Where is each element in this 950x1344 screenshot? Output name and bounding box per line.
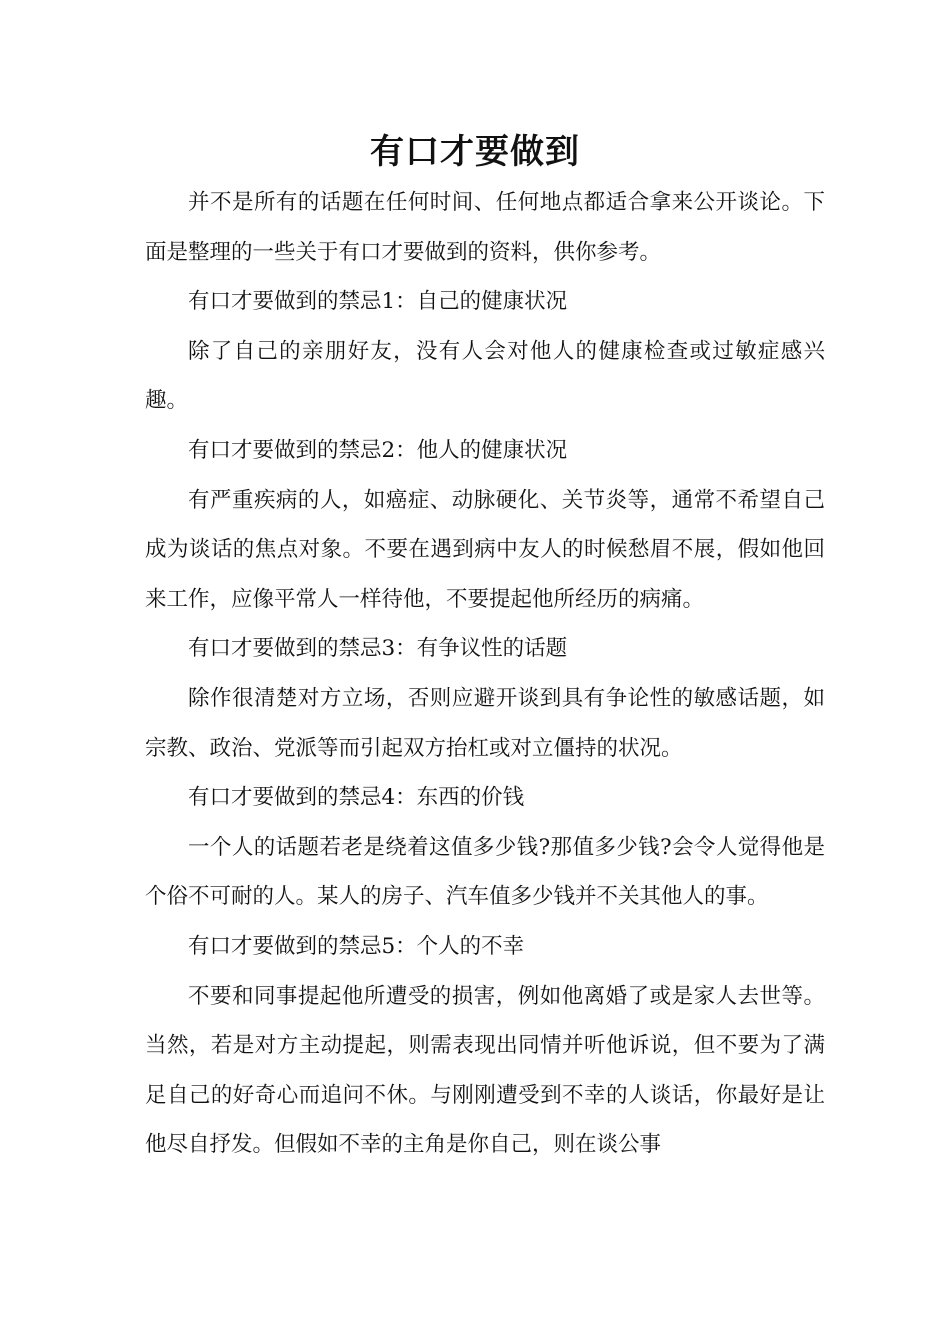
body-paragraph: 除了自己的亲朋好友，没有人会对他人的健康检查或过敏症感兴趣。 <box>145 338 825 414</box>
body-paragraph: 有严重疾病的人，如癌症、动脉硬化、关节炎等，通常不希望自己成为谈话的焦点对象。不要在遇到病中友人的时候愁眉不展，假如他回来工作，应像平常人一样待他，不要提起他所经历的病痛。 <box>145 487 825 612</box>
body-paragraph: 除作很清楚对方立场，否则应避开谈到具有争论性的敏感话题，如宗教、政治、党派等而引起双方抬杠或对立僵持的状况。 <box>145 685 825 761</box>
body-paragraph: 不要和同事提起他所遭受的损害，例如他离婚了或是家人去世等。当然，若是对方主动提起，则需表现出同情并听他诉说，但不要为了满足自己的好奇心而追问不休。与刚刚遭受到不幸的人谈话，你最好是让他尽自抒发。但假如不幸的主角是你自己，则在谈公事 <box>145 983 825 1158</box>
section-heading: 有口才要做到的禁忌5：个人的不幸 <box>188 933 525 959</box>
body-paragraph: 并不是所有的话题在任何时间、任何地点都适合拿来公开谈论。下面是整理的一些关于有口才要做到的资料，供你参考。 <box>145 190 825 265</box>
body-paragraph: 一个人的话题若老是绕着这值多少钱?那值多少钱?会令人觉得他是个俗不可耐的人。某人的房子、汽车值多少钱并不关其他人的事。 <box>145 834 825 910</box>
section-heading: 有口才要做到的禁忌4：东西的价钱 <box>188 785 525 811</box>
section-heading: 有口才要做到的禁忌1：自己的健康状况 <box>188 289 568 315</box>
section-heading: 有口才要做到的禁忌2：他人的健康状况 <box>188 437 568 463</box>
document-title: 有口才要做到 <box>370 132 580 172</box>
document-body <box>145 178 825 1170</box>
section-heading: 有口才要做到的禁忌3：有争议性的话题 <box>188 636 568 662</box>
